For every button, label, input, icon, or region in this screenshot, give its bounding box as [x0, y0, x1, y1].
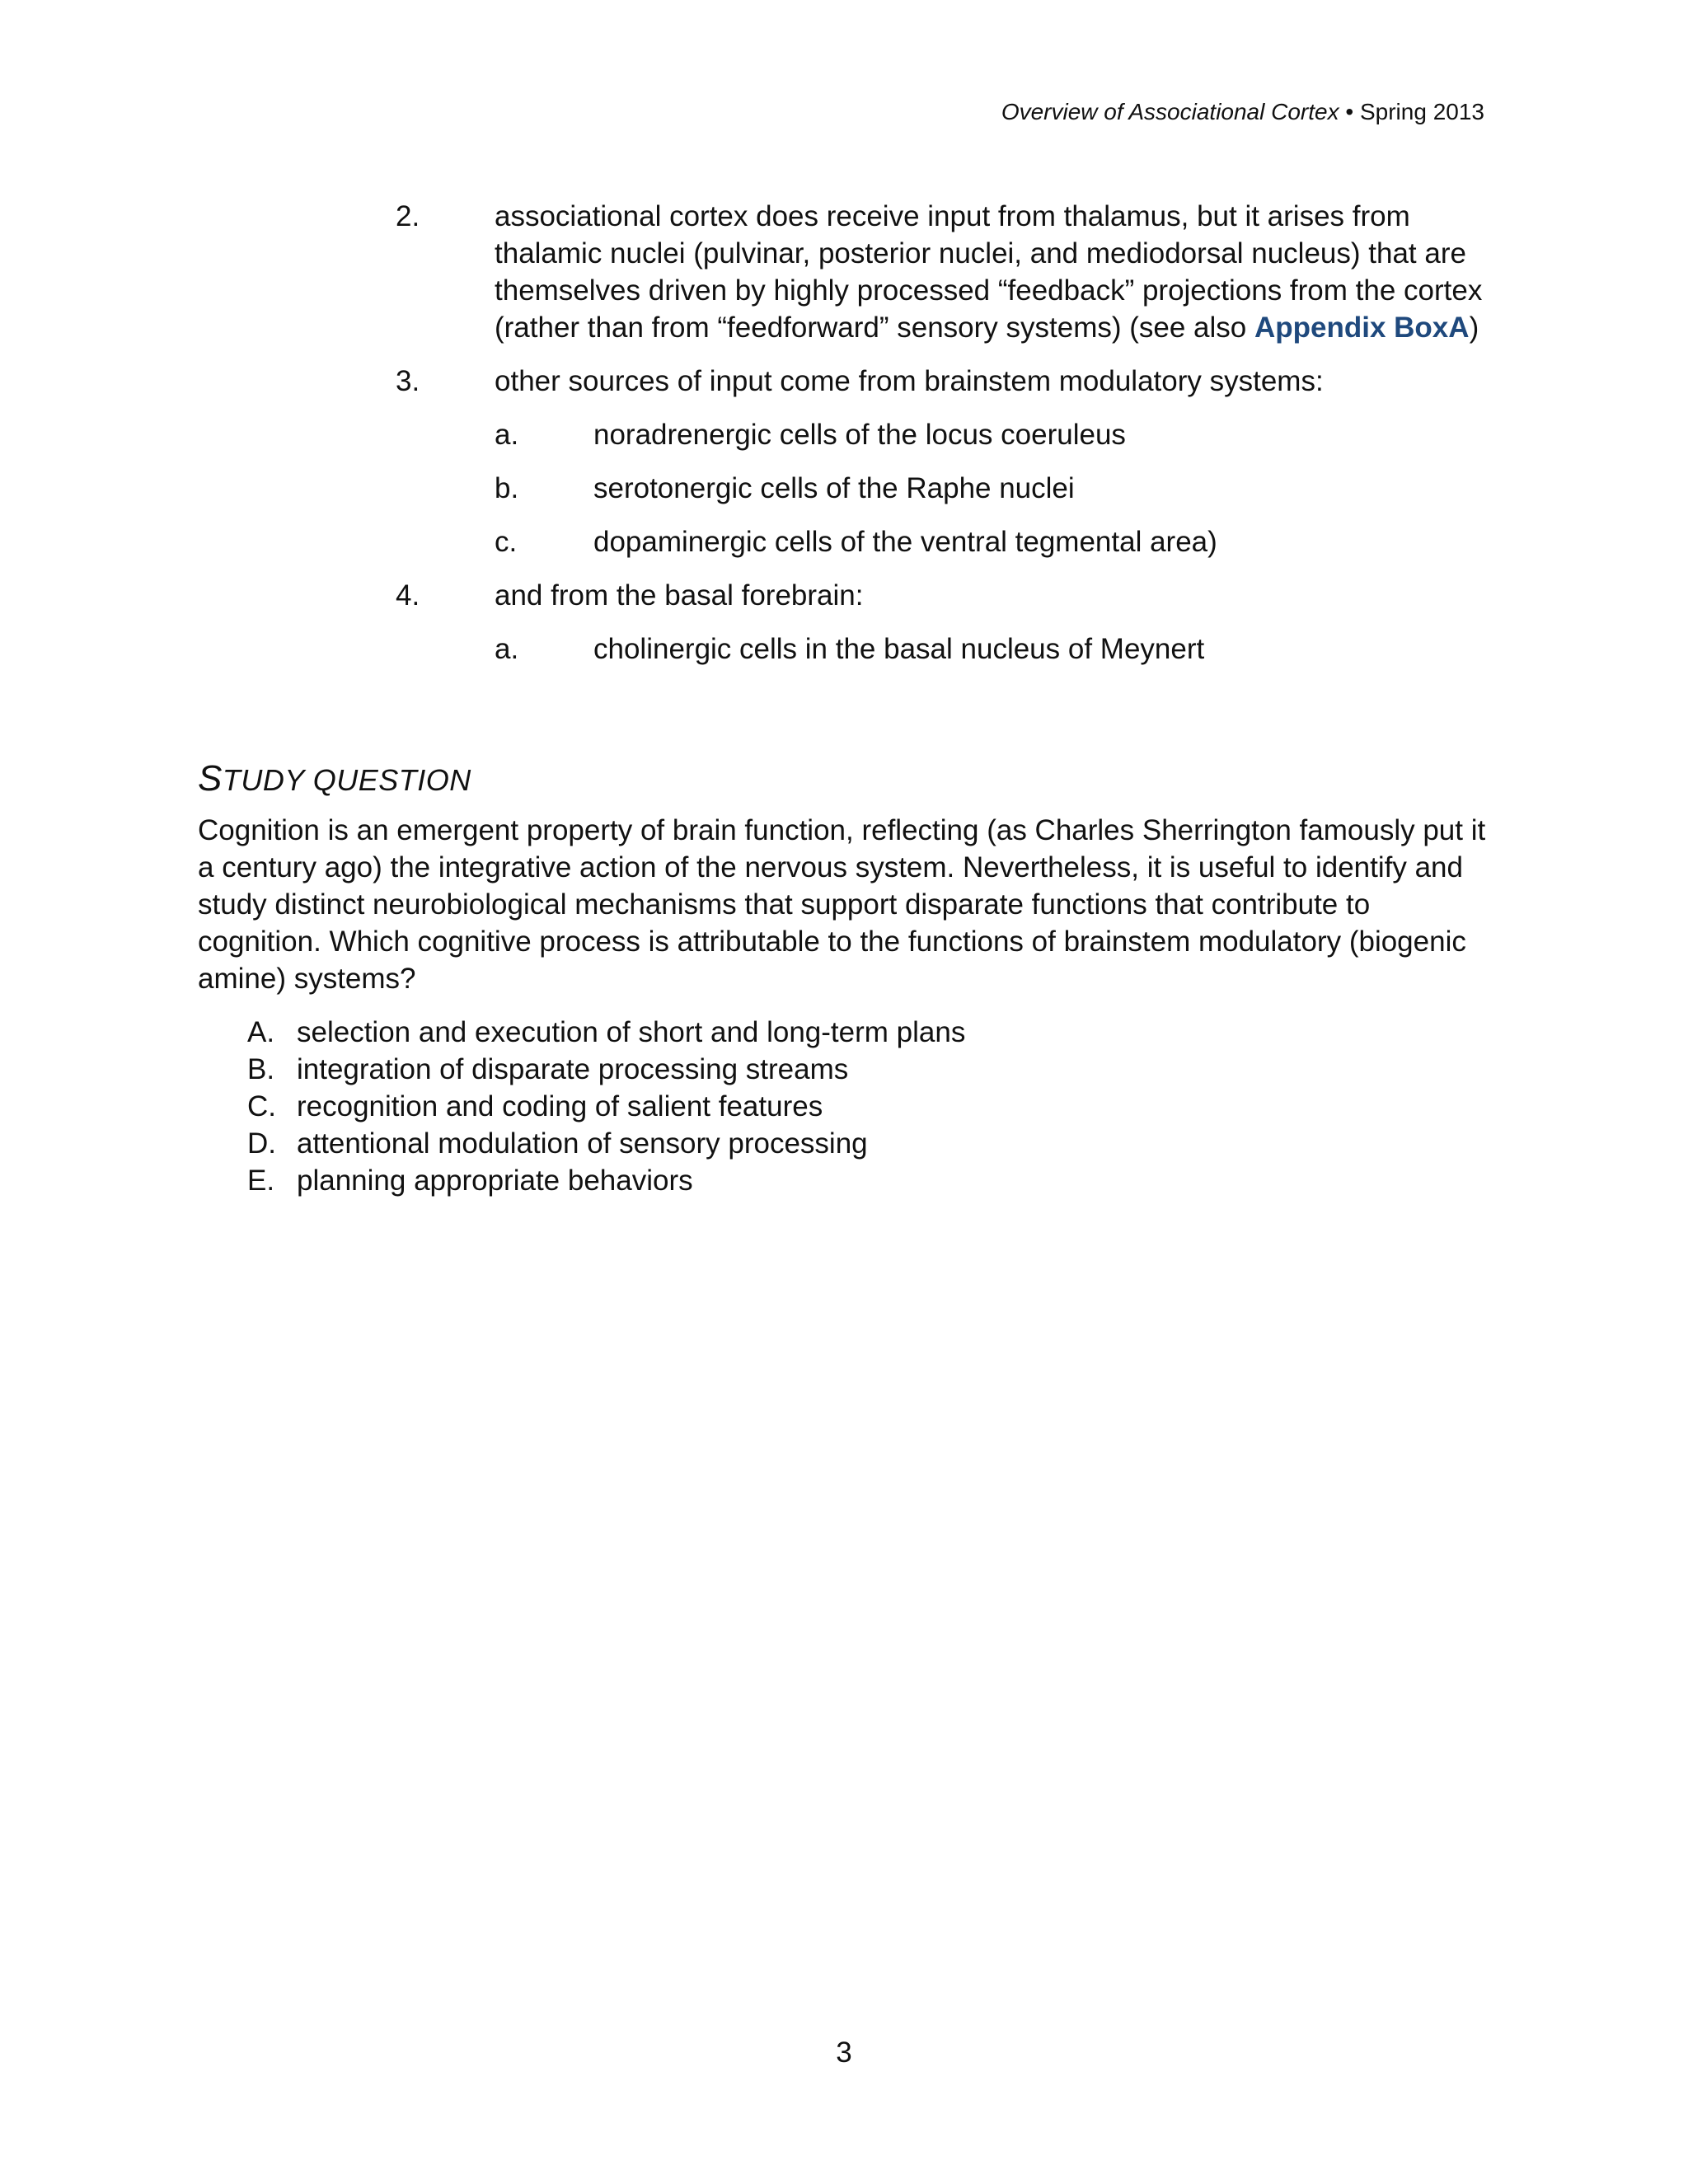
- outline-item-3: [0, 363, 1688, 416]
- answer-choice-d: [0, 1125, 1688, 1162]
- choice-letter: E.: [247, 1165, 275, 1197]
- outline-subitem-3c: [0, 523, 1688, 577]
- choice-letter: D.: [247, 1127, 276, 1160]
- choice-letter: C.: [247, 1090, 276, 1122]
- outline-subletter: a.: [495, 419, 519, 451]
- outline-number: 3.: [396, 365, 420, 397]
- appendix-box-link[interactable]: Appendix BoxA: [1254, 312, 1470, 344]
- outline-item-4: [0, 577, 1688, 630]
- study-question-heading: [198, 758, 471, 799]
- heading-rest: TUDY QUESTION: [222, 763, 471, 797]
- outline-text: other sources of input come from brainstem modulatory systems:: [495, 365, 1324, 397]
- answer-choice-a: [0, 1014, 1688, 1051]
- answer-choice-e: [0, 1162, 1688, 1199]
- choice-text: attentional modulation of sensory processing: [297, 1127, 868, 1160]
- running-header: [1001, 97, 1484, 127]
- outline-subtext: cholinergic cells in the basal nucleus of Meynert: [593, 633, 1205, 665]
- header-separator: •: [1339, 99, 1360, 124]
- outline-text: [495, 198, 1492, 346]
- outline-item-2: [0, 198, 1688, 363]
- header-title: Overview of Associational Cortex: [1001, 99, 1339, 124]
- page-number: 3: [836, 2036, 852, 2069]
- outline-subitem-4a: [0, 630, 1688, 684]
- answer-choice-c: [0, 1088, 1688, 1125]
- study-question-paragraph: Cognition is an emergent property of brain function, reflecting (as Charles Sherrington famously put it a century ago) the integrative action of the nervous system. Nevertheless, it is useful to identify and study distinct neurobiological mechanisms that support disparate functions that contribute to cognition. Which cognitive process is attributable to the functions of brainstem modulatory (biogenic amine) systems?: [198, 814, 1486, 995]
- outline-text: and from the basal forebrain:: [495, 579, 864, 612]
- outline-list: [0, 198, 1688, 684]
- outline-subtext: serotonergic cells of the Raphe nuclei: [593, 472, 1075, 504]
- outline-number: 2.: [396, 200, 420, 232]
- outline-subletter: b.: [495, 472, 519, 504]
- header-term: Spring 2013: [1359, 99, 1484, 124]
- heading-initial: S: [198, 758, 223, 799]
- choice-text: selection and execution of short and long-term plans: [297, 1016, 966, 1048]
- outline-subletter: c.: [495, 526, 518, 558]
- outline-subitem-3a: [0, 416, 1688, 470]
- outline-text-part: associational cortex does receive input from thalamus, but it arises from thalamic nuclei (pulvinar, posterior nuclei, and mediodorsal nucleus) that are themselves driven by highly processed “feedback” projections from the cortex (rather than from “feedforward” sensory systems) (see also: [495, 200, 1483, 344]
- outline-subtext: dopaminergic cells of the ventral tegmental area): [593, 526, 1217, 558]
- choice-text: recognition and coding of salient features: [297, 1090, 823, 1122]
- outline-subitem-3b: [0, 470, 1688, 523]
- outline-subtext: noradrenergic cells of the locus coeruleus: [593, 419, 1126, 451]
- choice-text: integration of disparate processing streams: [297, 1053, 849, 1085]
- outline-number: 4.: [396, 579, 420, 612]
- outline-subletter: a.: [495, 633, 519, 665]
- choice-letter: B.: [247, 1053, 275, 1085]
- choice-text: planning appropriate behaviors: [297, 1165, 693, 1197]
- outline-text-part: ): [1469, 312, 1479, 344]
- answer-choices: [0, 1014, 1688, 1199]
- choice-letter: A.: [247, 1016, 275, 1048]
- answer-choice-b: [0, 1051, 1688, 1088]
